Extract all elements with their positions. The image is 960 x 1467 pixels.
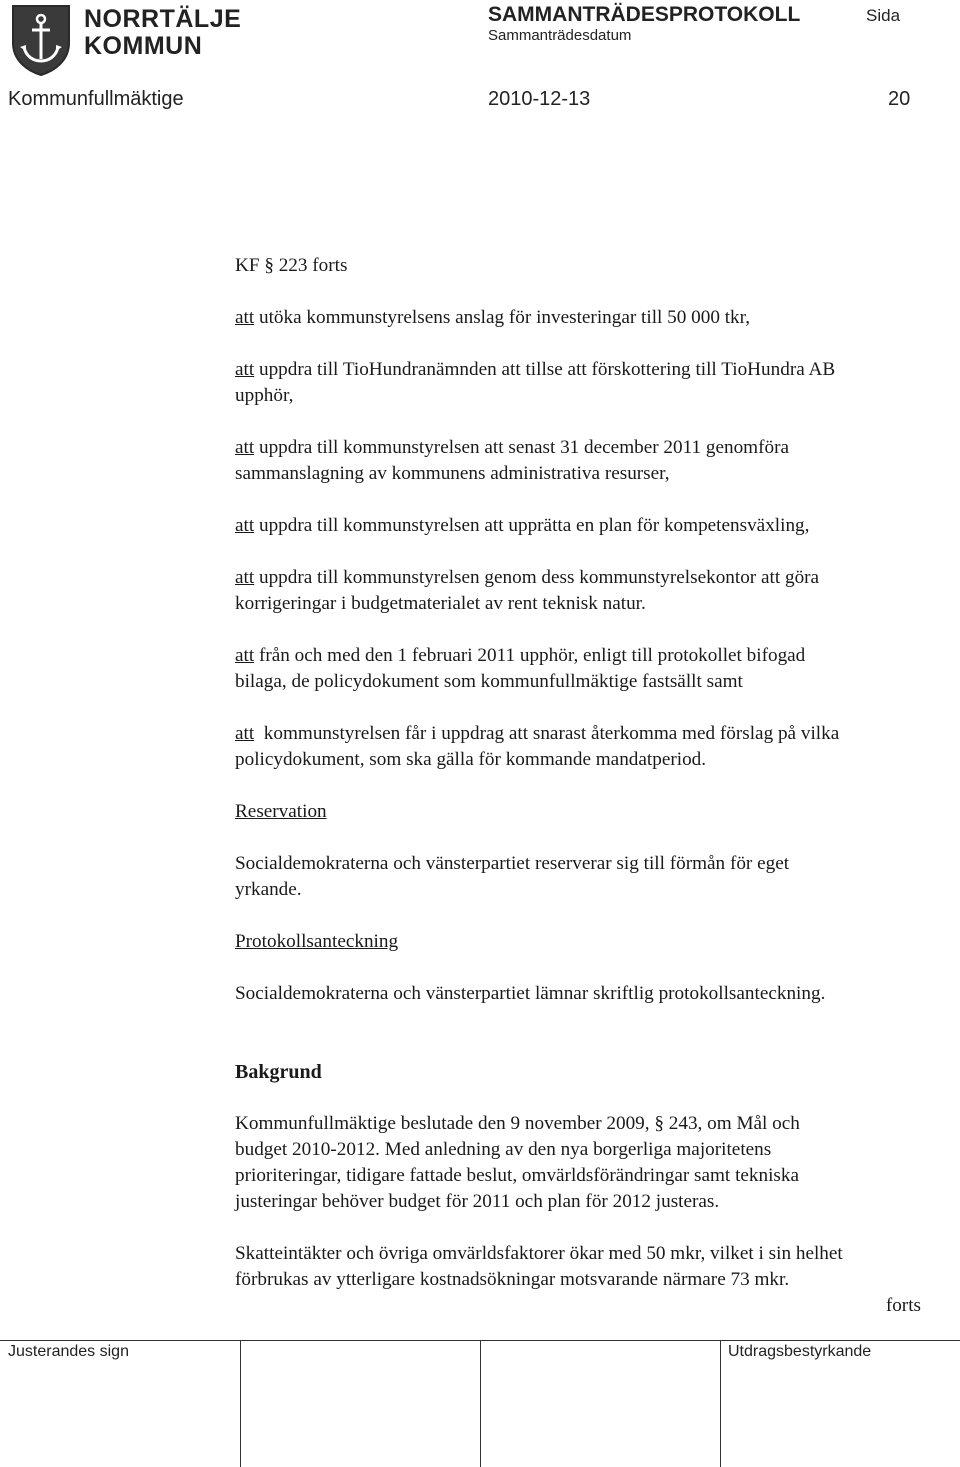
decision-item: [235, 305, 957, 331]
decision-text-cont: policydokument, som ska gälla för kommande mandatperiod.: [235, 749, 707, 770]
signature-box-divider: [480, 1340, 481, 1467]
decision-text: utöka kommunstyrelsens anslag för investeringar till 50 000 tkr,: [254, 307, 751, 328]
att-marker: att: [235, 567, 255, 588]
decision-text: från och med den 1 februari 2011 upphör, enligt till protokollet bifogad: [254, 645, 806, 666]
decision-item: [235, 435, 957, 487]
organization-logo-text: [84, 5, 242, 60]
decision-text-cont: sammanslagning av kommunens administrativa resurser,: [235, 463, 670, 484]
protocol-note-text: Socialdemokraterna och vänsterpartiet lämnar skriftlig protokollsanteckning.: [235, 983, 826, 1004]
decision-text-cont: korrigeringar i budgetmaterialet av rent teknisk natur.: [235, 593, 646, 614]
reservation-heading: Reservation: [235, 801, 327, 822]
body-name: Kommunfullmäktige: [8, 88, 184, 110]
reservation-text: [235, 851, 957, 903]
background-line: budget 2010-2012. Med anledning av den nya borgerliga majoritetens: [235, 1139, 772, 1160]
background-line: Kommunfullmäktige beslutade den 9 november 2009, § 243, om Mål och: [235, 1113, 800, 1134]
att-marker: att: [235, 437, 255, 458]
background-line: förbrukas av ytterligare kostnadsökningar motsvarande närmare 73 mkr.: [235, 1269, 790, 1290]
background-paragraph-2: [235, 1241, 957, 1293]
decision-text-cont: bilaga, de policydokument som kommunfullmäktige fastsällt samt: [235, 671, 743, 692]
decision-text-cont: upphör,: [235, 385, 294, 406]
signature-box-divider: [240, 1340, 241, 1467]
meeting-date-label: Sammanträdesdatum: [488, 27, 632, 44]
decision-text: uppdra till kommunstyrelsen genom dess kommunstyrelsekontor att göra: [254, 567, 820, 588]
decision-item: [235, 513, 957, 539]
page-number: 20: [888, 88, 911, 110]
att-marker: att: [235, 515, 255, 536]
signature-box-divider: [720, 1340, 721, 1467]
decision-text: kommunstyrelsen får i uppdrag att snarast återkomma med förslag på vilka: [254, 723, 840, 744]
document-body: [235, 253, 957, 1319]
municipal-shield-icon: [10, 3, 72, 77]
decision-text: uppdra till kommunstyrelsen att senast 31 december 2011 genomföra: [254, 437, 789, 458]
section-reference: KF § 223 forts: [235, 255, 348, 276]
decision-item: [235, 357, 957, 409]
background-line: justeringar behöver budget för 2011 och plan för 2012 justeras.: [235, 1191, 720, 1212]
signature-label: Justerandes sign: [8, 1343, 129, 1360]
document-type: SAMMANTRÄDESPROTOKOLL: [488, 3, 801, 26]
decision-item: [235, 643, 957, 695]
decision-item: [235, 565, 957, 617]
decision-text: uppdra till kommunstyrelsen att upprätta en plan för kompetensväxling,: [254, 515, 810, 536]
reservation-text-line: yrkande.: [235, 879, 302, 900]
meeting-date: 2010-12-13: [488, 88, 591, 110]
background-line: Skatteintäkter och övriga omvärldsfaktorer ökar med 50 mkr, vilket i sin helhet: [235, 1243, 843, 1264]
protocol-note-heading: Protokollsanteckning: [235, 931, 399, 952]
att-marker: att: [235, 359, 255, 380]
page-label: Sida: [866, 6, 901, 25]
org-name-line2: KOMMUN: [84, 32, 203, 60]
att-marker: att: [235, 723, 255, 744]
background-heading: Bakgrund: [235, 1061, 322, 1083]
certification-label: Utdragsbestyrkande: [728, 1343, 872, 1360]
continues-marker: forts: [885, 1295, 921, 1316]
decision-text: uppdra till TioHundranämnden att tillse att förskottering till TioHundra AB: [254, 359, 836, 380]
att-marker: att: [235, 645, 255, 666]
att-marker: att: [235, 307, 255, 328]
background-paragraph-1: [235, 1111, 957, 1215]
org-name-line1: NORRTÄLJE: [84, 5, 242, 33]
decision-item: [235, 721, 957, 773]
reservation-text-line: Socialdemokraterna och vänsterpartiet reserverar sig till förmån för eget: [235, 853, 790, 874]
background-line: prioriteringar, tidigare fattade beslut, omvärldsförändringar samt tekniska: [235, 1165, 800, 1186]
